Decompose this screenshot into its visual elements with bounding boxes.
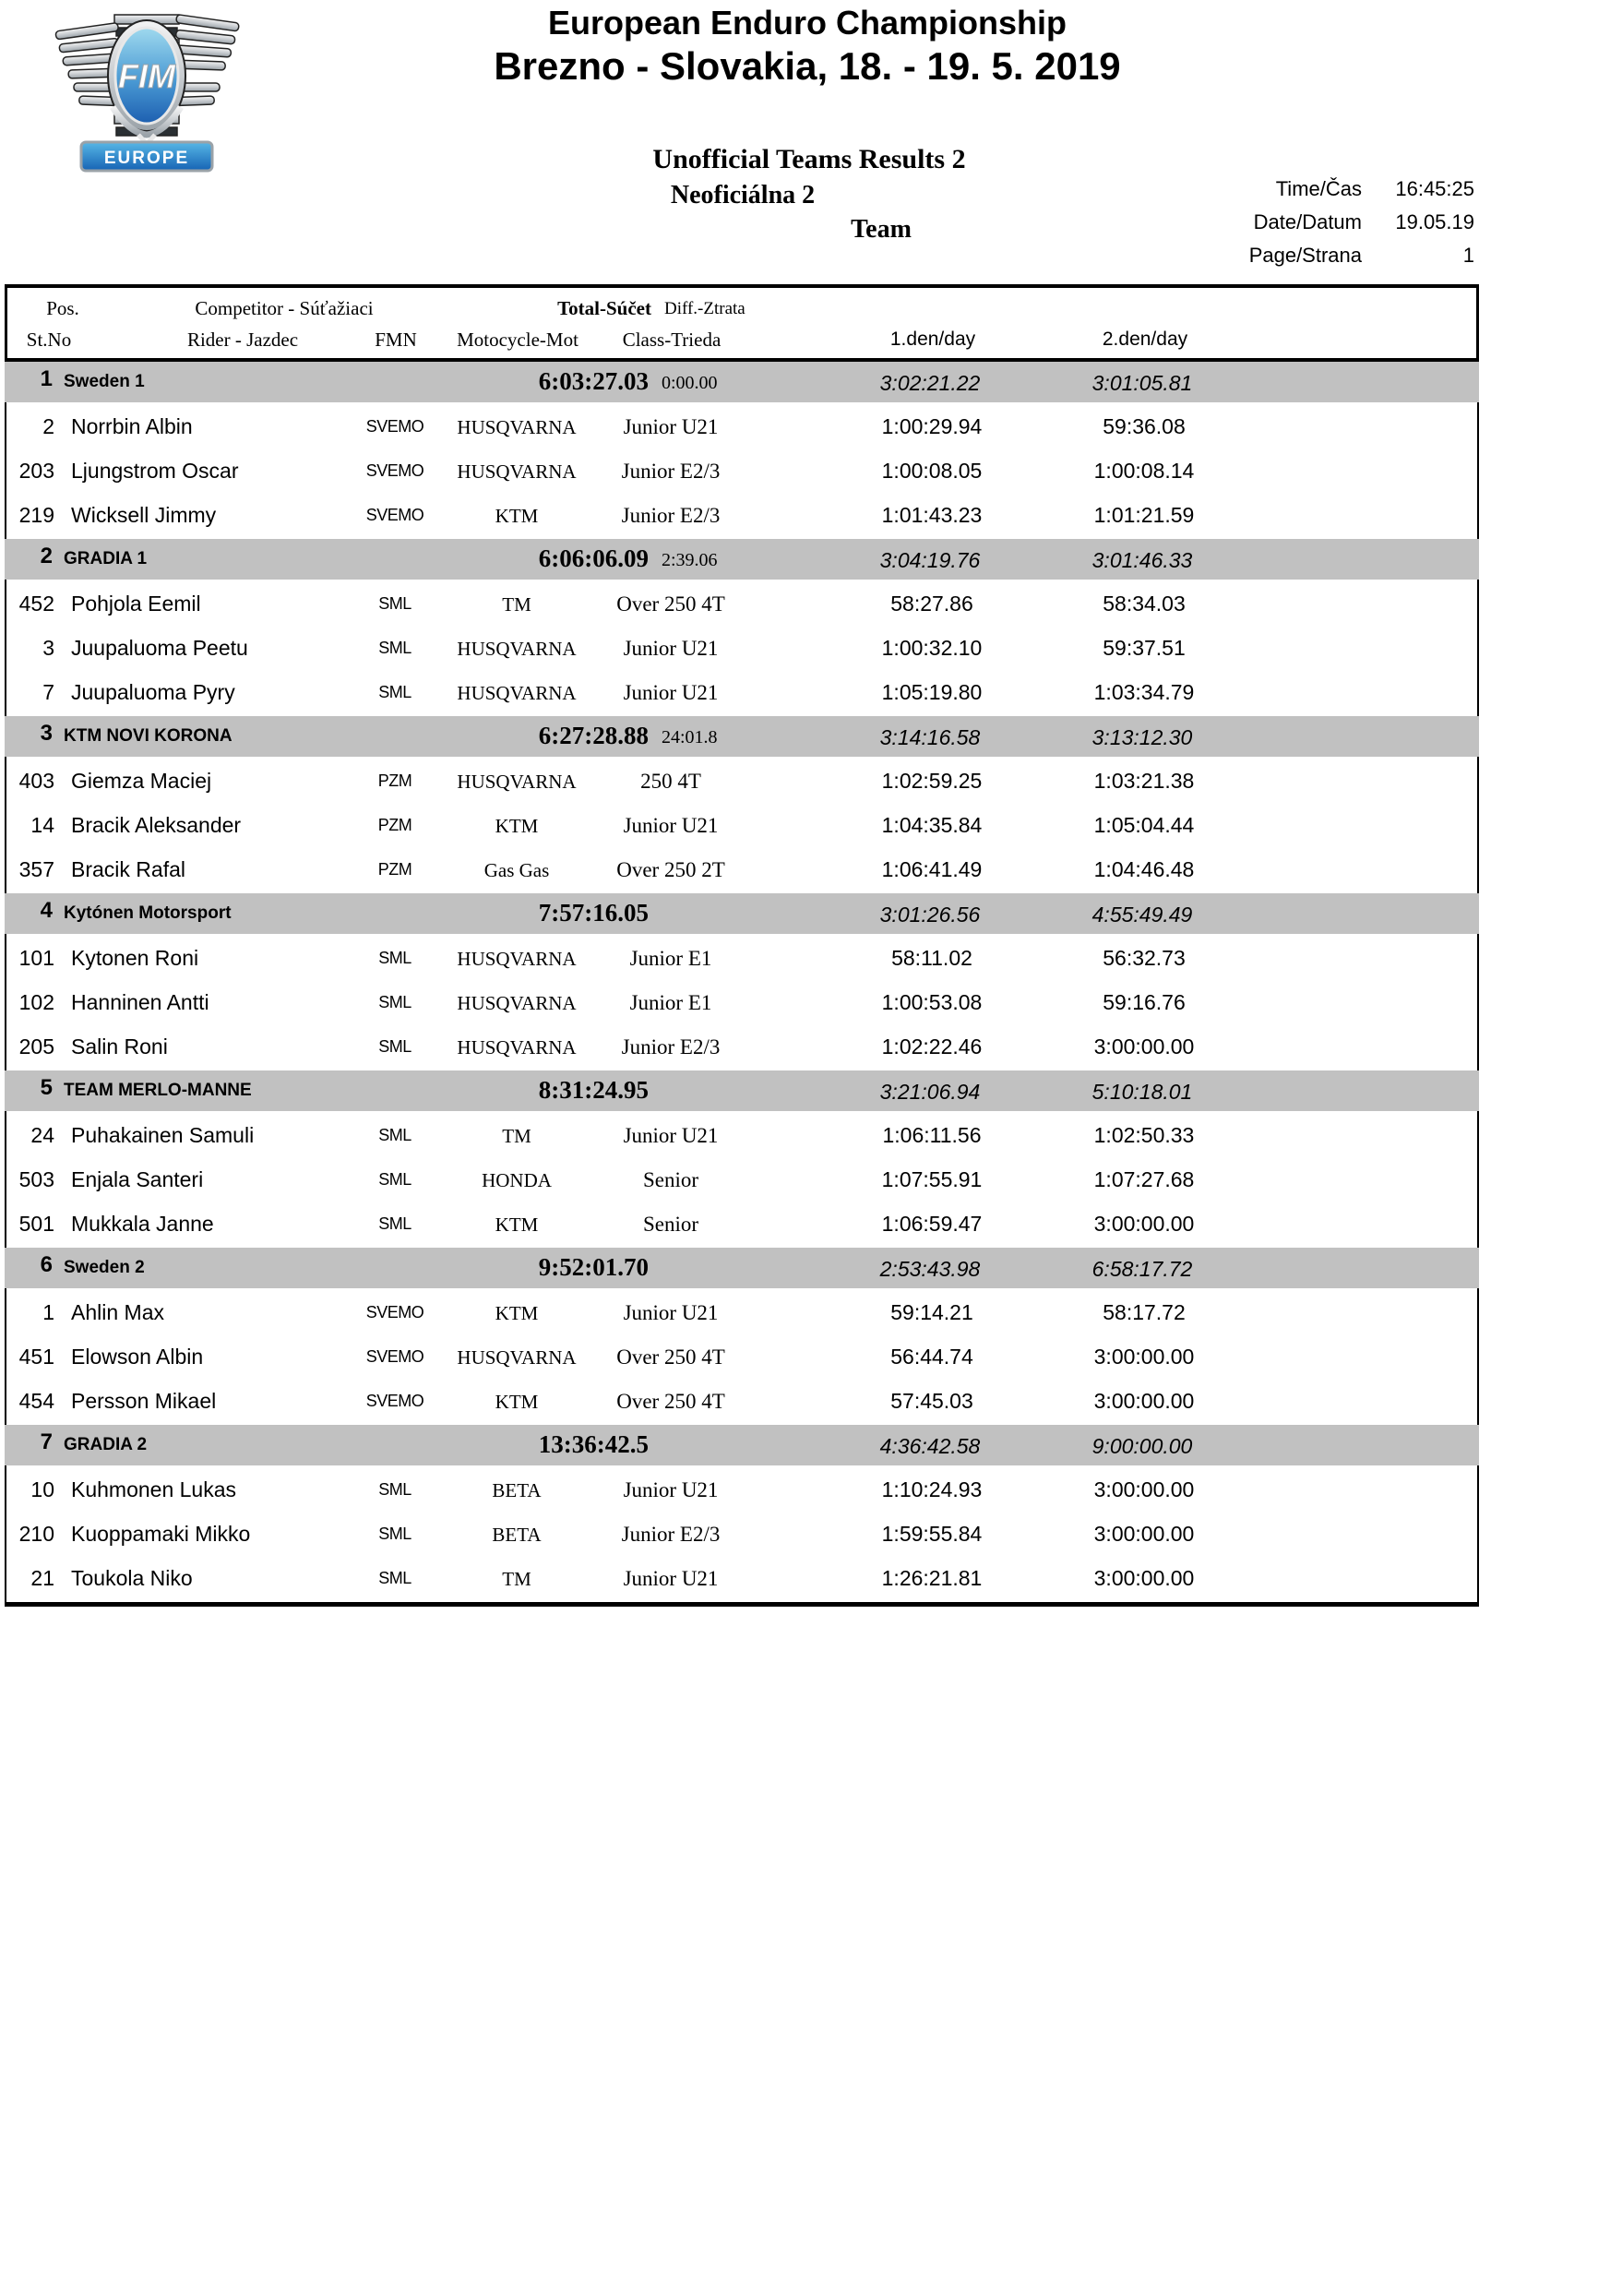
subtitle-block [258,144,1360,245]
team-diff-time: 2:39.06 [662,550,718,570]
team-day1-time: 3:21:06.94 [879,1080,981,1104]
rider-day1-time: 1:00:53.08 [881,990,983,1014]
rider-day1-time: 1:02:22.46 [881,1034,983,1058]
rider-start-number: 14 [30,813,54,837]
rider-name: Juupaluoma Pyry [71,680,235,704]
rider-day1-time: 1:01:43.23 [881,503,983,527]
rider-name: Puhakainen Samuli [71,1123,255,1147]
col-header-competitor: Competitor - Súťažiaci [195,297,374,319]
rider-name: Pohjola Eemil [71,592,201,616]
team-name: Sweden 1 [64,372,145,391]
rider-motorcycle: HUSQVARNA [457,1036,577,1058]
time-value: 16:45:25 [1395,177,1474,200]
team-total-time: 6:27:28.88 [538,722,649,749]
rider-class: Junior U21 [623,1124,719,1147]
rider-row [6,1202,1477,1247]
team-riders [5,934,1479,1070]
rider-name: Wicksell Jimmy [71,503,217,527]
rider-day1-time: 1:00:32.10 [881,636,983,660]
rider-row [6,405,1477,449]
team-summary-row [5,893,1479,934]
rider-day1-time: 1:07:55.91 [881,1167,983,1191]
team-total-time: 7:57:16.05 [538,899,649,927]
team-position: 5 [40,1075,53,1100]
team-day2-time: 4:55:49.49 [1091,903,1193,927]
rider-motorcycle: KTM [495,1391,539,1413]
championship-title: European Enduro Championship [547,4,1067,42]
rider-row [6,1557,1477,1601]
rider-day2-time: 1:04:46.48 [1093,857,1195,881]
rider-fmn: SML [378,1126,411,1144]
rider-fmn: SML [378,1037,411,1056]
rider-day2-time: 3:00:00.00 [1093,1345,1195,1369]
team-block [5,362,1479,539]
rider-motorcycle: BETA [492,1524,542,1546]
rider-fmn: PZM [377,860,412,879]
rider-start-number: 101 [18,946,54,970]
rider-class: Over 250 4T [616,1345,725,1369]
rider-motorcycle: KTM [495,1214,539,1236]
team-name: KTM NOVI KORONA [64,726,233,746]
col-header-fmn: FMN [375,329,417,351]
rider-row [6,582,1477,627]
table-header [5,284,1479,362]
col-header-motorcycle: Motocycle-Mot [457,329,578,351]
team-summary-row [5,1248,1479,1288]
rider-start-number: 403 [18,769,54,793]
rider-day1-time: 58:27.86 [890,592,973,616]
rider-fmn: SVEMO [365,461,424,480]
rider-fmn: SML [378,1525,411,1543]
rider-motorcycle: KTM [495,815,539,837]
rider-class: Junior E2/3 [621,1035,721,1058]
team-summary-row [5,716,1479,757]
rider-start-number: 454 [18,1389,54,1413]
rider-name: Giemza Maciej [71,769,212,793]
rider-day2-time: 3:00:00.00 [1093,1477,1195,1501]
rider-motorcycle: HUSQVARNA [457,992,577,1014]
team-total-time: 13:36:42.5 [538,1430,649,1458]
rider-day1-time: 1:06:59.47 [881,1212,983,1236]
rider-motorcycle: KTM [495,505,539,527]
rider-start-number: 501 [18,1212,54,1236]
rider-row [6,671,1477,715]
rider-row [6,1468,1477,1513]
rider-fmn: SVEMO [365,506,424,524]
team-riders [5,1288,1479,1425]
team-block [5,1248,1479,1425]
rider-class: Junior U21 [623,1567,719,1590]
rider-start-number: 357 [18,857,54,881]
rider-motorcycle: HUSQVARNA [457,638,577,660]
rider-class: 250 4T [640,770,701,793]
team-day1-time: 3:14:16.58 [879,725,981,749]
rider-day2-time: 3:00:00.00 [1093,1522,1195,1546]
rider-day2-time: 59:16.76 [1103,990,1186,1014]
team-diff-time: 24:01.8 [662,727,718,747]
rider-day2-time: 3:00:00.00 [1093,1034,1195,1058]
rider-fmn: PZM [377,771,412,790]
rider-day2-time: 58:17.72 [1103,1300,1186,1324]
date-value: 19.05.19 [1395,210,1474,233]
rider-fmn: SML [378,594,411,613]
rider-class: Senior [642,1213,699,1236]
rider-row [6,848,1477,892]
team-riders [5,580,1479,716]
results-table [5,284,1479,1607]
svg-text:FIM: FIM [118,57,175,95]
rider-start-number: 203 [18,459,54,483]
rider-motorcycle: HUSQVARNA [457,682,577,704]
rider-class: Junior E2/3 [621,1523,721,1546]
rider-day2-time: 1:00:08.14 [1093,459,1195,483]
col-header-class: Class-Trieda [622,329,722,351]
rider-fmn: SML [378,1170,411,1189]
teams-container [5,362,1479,1607]
rider-day2-time: 58:34.03 [1103,592,1186,616]
rider-start-number: 3 [42,636,54,660]
rider-day1-time: 1:10:24.93 [881,1477,983,1501]
rider-start-number: 24 [30,1123,54,1147]
team-name: Sweden 2 [64,1258,145,1277]
report-title-sk: Neoficiálna 2 [670,181,816,209]
title-block [258,4,1356,89]
team-position: 3 [40,721,53,746]
team-name: TEAM MERLO-MANNE [64,1081,252,1100]
rider-day1-time: 56:44.74 [890,1345,973,1369]
team-position: 1 [40,366,53,391]
rider-fmn: SVEMO [365,1347,424,1366]
team-riders [5,1111,1479,1248]
rider-name: Norrbin Albin [71,414,193,438]
rider-row [6,804,1477,848]
report-category: Team [851,215,912,244]
rider-name: Enjala Santeri [71,1167,204,1191]
rider-row [6,1335,1477,1380]
rider-name: Bracik Rafal [71,857,185,881]
rider-fmn: SVEMO [365,417,424,436]
team-summary-row [5,1070,1479,1111]
rider-fmn: SML [378,1569,411,1587]
team-riders [5,757,1479,893]
col-header-rider: Rider - Jazdec [186,329,299,351]
meta-time-row [1227,177,1474,201]
meta-date-row [1227,210,1474,234]
team-summary-row [5,1425,1479,1465]
rider-start-number: 102 [18,990,54,1014]
rider-start-number: 452 [18,592,54,616]
team-position: 7 [40,1429,53,1454]
rider-day2-time: 1:02:50.33 [1093,1123,1195,1147]
rider-day1-time: 1:00:08.05 [881,459,983,483]
rider-name: Kytonen Roni [71,946,199,970]
rider-day2-time: 3:00:00.00 [1093,1212,1195,1236]
rider-motorcycle: KTM [495,1302,539,1324]
col-header-total: Total-Súčet [557,297,651,319]
team-block [5,539,1479,716]
rider-name: Kuhmonen Lukas [71,1477,237,1501]
rider-class: Over 250 4T [616,592,725,616]
col-header-day2: 2.den/day [1102,329,1188,350]
date-label: Date/Datum [1253,210,1362,233]
rider-motorcycle: TM [502,593,531,616]
rider-row [6,981,1477,1025]
rider-class: Junior U21 [623,814,719,837]
team-day1-time: 3:02:21.22 [879,371,981,395]
rider-day2-time: 1:03:34.79 [1093,680,1195,704]
rider-motorcycle: TM [502,1568,531,1590]
rider-fmn: SVEMO [365,1303,424,1321]
report-title: Unofficial Teams Results 2 [652,144,966,174]
time-label: Time/Čas [1275,177,1362,200]
rider-motorcycle: TM [502,1125,531,1147]
rider-class: Junior U21 [623,681,719,704]
team-total-time: 9:52:01.70 [538,1253,649,1281]
team-diff-time: 0:00.00 [662,373,718,393]
team-summary-row [5,539,1479,580]
col-header-pos: Pos. [46,297,79,319]
rider-fmn: SML [378,1480,411,1499]
rider-fmn: SML [378,949,411,967]
rider-row [6,449,1477,494]
rider-name: Salin Roni [71,1034,168,1058]
rider-day2-time: 1:01:21.59 [1093,503,1195,527]
rider-day1-time: 1:26:21.81 [881,1566,983,1590]
col-header-stno: St.No [26,329,72,351]
rider-row [6,1513,1477,1557]
rider-start-number: 1 [42,1300,54,1324]
rider-class: Junior U21 [623,415,719,438]
team-total-time: 6:06:06.09 [538,544,649,572]
team-day1-time: 4:36:42.58 [879,1434,981,1458]
team-block [5,716,1479,893]
team-riders [5,402,1479,539]
team-day2-time: 5:10:18.01 [1091,1080,1193,1104]
team-block [5,1070,1479,1248]
rider-day1-time: 1:00:29.94 [881,414,983,438]
rider-fmn: SML [378,639,411,657]
rider-class: Over 250 4T [616,1390,725,1413]
rider-row [6,1291,1477,1335]
rider-name: Bracik Aleksander [71,813,242,837]
rider-class: Junior U21 [623,1301,719,1324]
rider-row [6,937,1477,981]
rider-start-number: 7 [42,680,54,704]
rider-class: Junior E2/3 [621,460,721,483]
team-day1-time: 2:53:43.98 [879,1257,981,1281]
rider-row [6,759,1477,804]
rider-name: Ahlin Max [71,1300,164,1324]
rider-row [6,1158,1477,1202]
rider-row [6,1114,1477,1158]
rider-day1-time: 1:06:11.56 [882,1123,982,1147]
rider-day1-time: 59:14.21 [890,1300,973,1324]
team-total-time: 6:03:27.03 [538,367,649,395]
team-total-time: 8:31:24.95 [538,1076,649,1104]
rider-fmn: SML [378,993,411,1011]
team-position: 6 [40,1252,53,1277]
rider-motorcycle: HUSQVARNA [457,771,577,793]
rider-motorcycle: Gas Gas [483,859,550,881]
team-block [5,1425,1479,1602]
rider-motorcycle: HUSQVARNA [457,948,577,970]
rider-fmn: SVEMO [365,1392,424,1410]
team-summary-row [5,362,1479,402]
rider-class: Senior [642,1168,699,1191]
rider-start-number: 451 [18,1345,54,1369]
team-name: Kytónen Motorsport [64,903,232,923]
rider-day2-time: 1:07:27.68 [1093,1167,1195,1191]
rider-day2-time: 59:37.51 [1103,636,1186,660]
team-name: GRADIA 1 [64,549,148,568]
rider-fmn: SML [378,683,411,701]
rider-row [6,1380,1477,1424]
team-day1-time: 3:04:19.76 [879,548,981,572]
col-header-day1: 1.den/day [889,329,976,350]
team-name: GRADIA 2 [64,1435,148,1454]
rider-day1-time: 58:11.02 [891,946,972,970]
rider-row [6,1025,1477,1070]
rider-name: Juupaluoma Peetu [71,636,248,660]
rider-name: Hanninen Antti [71,990,209,1014]
col-header-diff: Diff.-Ztrata [664,299,745,318]
team-riders [5,1465,1479,1602]
rider-start-number: 205 [18,1034,54,1058]
rider-start-number: 21 [30,1566,54,1590]
rider-row [6,627,1477,671]
rider-motorcycle: BETA [492,1479,542,1501]
rider-day1-time: 1:59:55.84 [881,1522,983,1546]
rider-day2-time: 1:03:21.38 [1093,769,1195,793]
rider-day2-time: 56:32.73 [1103,946,1186,970]
team-day2-time: 6:58:17.72 [1091,1257,1193,1281]
team-day2-time: 3:13:12.30 [1091,725,1193,749]
rider-day2-time: 3:00:00.00 [1093,1389,1195,1413]
fim-europe-logo-icon [48,6,245,173]
rider-name: Elowson Albin [71,1345,204,1369]
rider-start-number: 10 [30,1477,54,1501]
rider-class: Junior U21 [623,637,719,660]
rider-day2-time: 1:05:04.44 [1093,813,1195,837]
rider-day1-time: 1:02:59.25 [881,769,983,793]
rider-class: Junior E1 [629,991,712,1014]
rider-name: Toukola Niko [71,1566,193,1590]
team-position: 2 [40,544,53,568]
team-day2-time: 3:01:05.81 [1091,371,1193,395]
rider-start-number: 503 [18,1167,54,1191]
rider-day1-time: 1:05:19.80 [881,680,983,704]
page-value: 1 [1462,244,1474,267]
rider-day2-time: 3:00:00.00 [1093,1566,1195,1590]
logo-europe-label: EUROPE [103,149,190,168]
rider-day2-time: 59:36.08 [1103,414,1186,438]
team-day2-time: 9:00:00.00 [1091,1434,1193,1458]
rider-motorcycle: HUSQVARNA [457,1346,577,1369]
rider-day1-time: 1:06:41.49 [881,857,983,881]
rider-class: Junior U21 [623,1478,719,1501]
rider-day1-time: 57:45.03 [890,1389,973,1413]
rider-start-number: 210 [18,1522,54,1546]
rider-motorcycle: HONDA [482,1169,552,1191]
rider-start-number: 2 [42,414,54,438]
rider-row [6,494,1477,538]
rider-name: Ljungstrom Oscar [71,459,239,483]
event-title: Brezno - Slovakia, 18. - 19. 5. 2019 [494,44,1121,88]
rider-start-number: 219 [18,503,54,527]
meta-block [1227,177,1474,277]
rider-day1-time: 1:04:35.84 [881,813,983,837]
team-position: 4 [40,898,53,923]
rider-name: Kuoppamaki Mikko [71,1522,251,1546]
team-block [5,893,1479,1070]
rider-fmn: SML [378,1214,411,1233]
rider-class: Junior E1 [629,947,712,970]
meta-page-row [1227,244,1474,268]
rider-name: Mukkala Janne [71,1212,214,1236]
rider-class: Over 250 2T [616,858,725,881]
team-day1-time: 3:01:26.56 [879,903,981,927]
rider-fmn: PZM [377,816,412,834]
rider-name: Persson Mikael [71,1389,217,1413]
rider-motorcycle: HUSQVARNA [457,416,577,438]
rider-motorcycle: HUSQVARNA [457,460,577,483]
rider-class: Junior E2/3 [621,504,721,527]
page-label: Page/Strana [1248,244,1362,267]
team-day2-time: 3:01:46.33 [1091,548,1193,572]
